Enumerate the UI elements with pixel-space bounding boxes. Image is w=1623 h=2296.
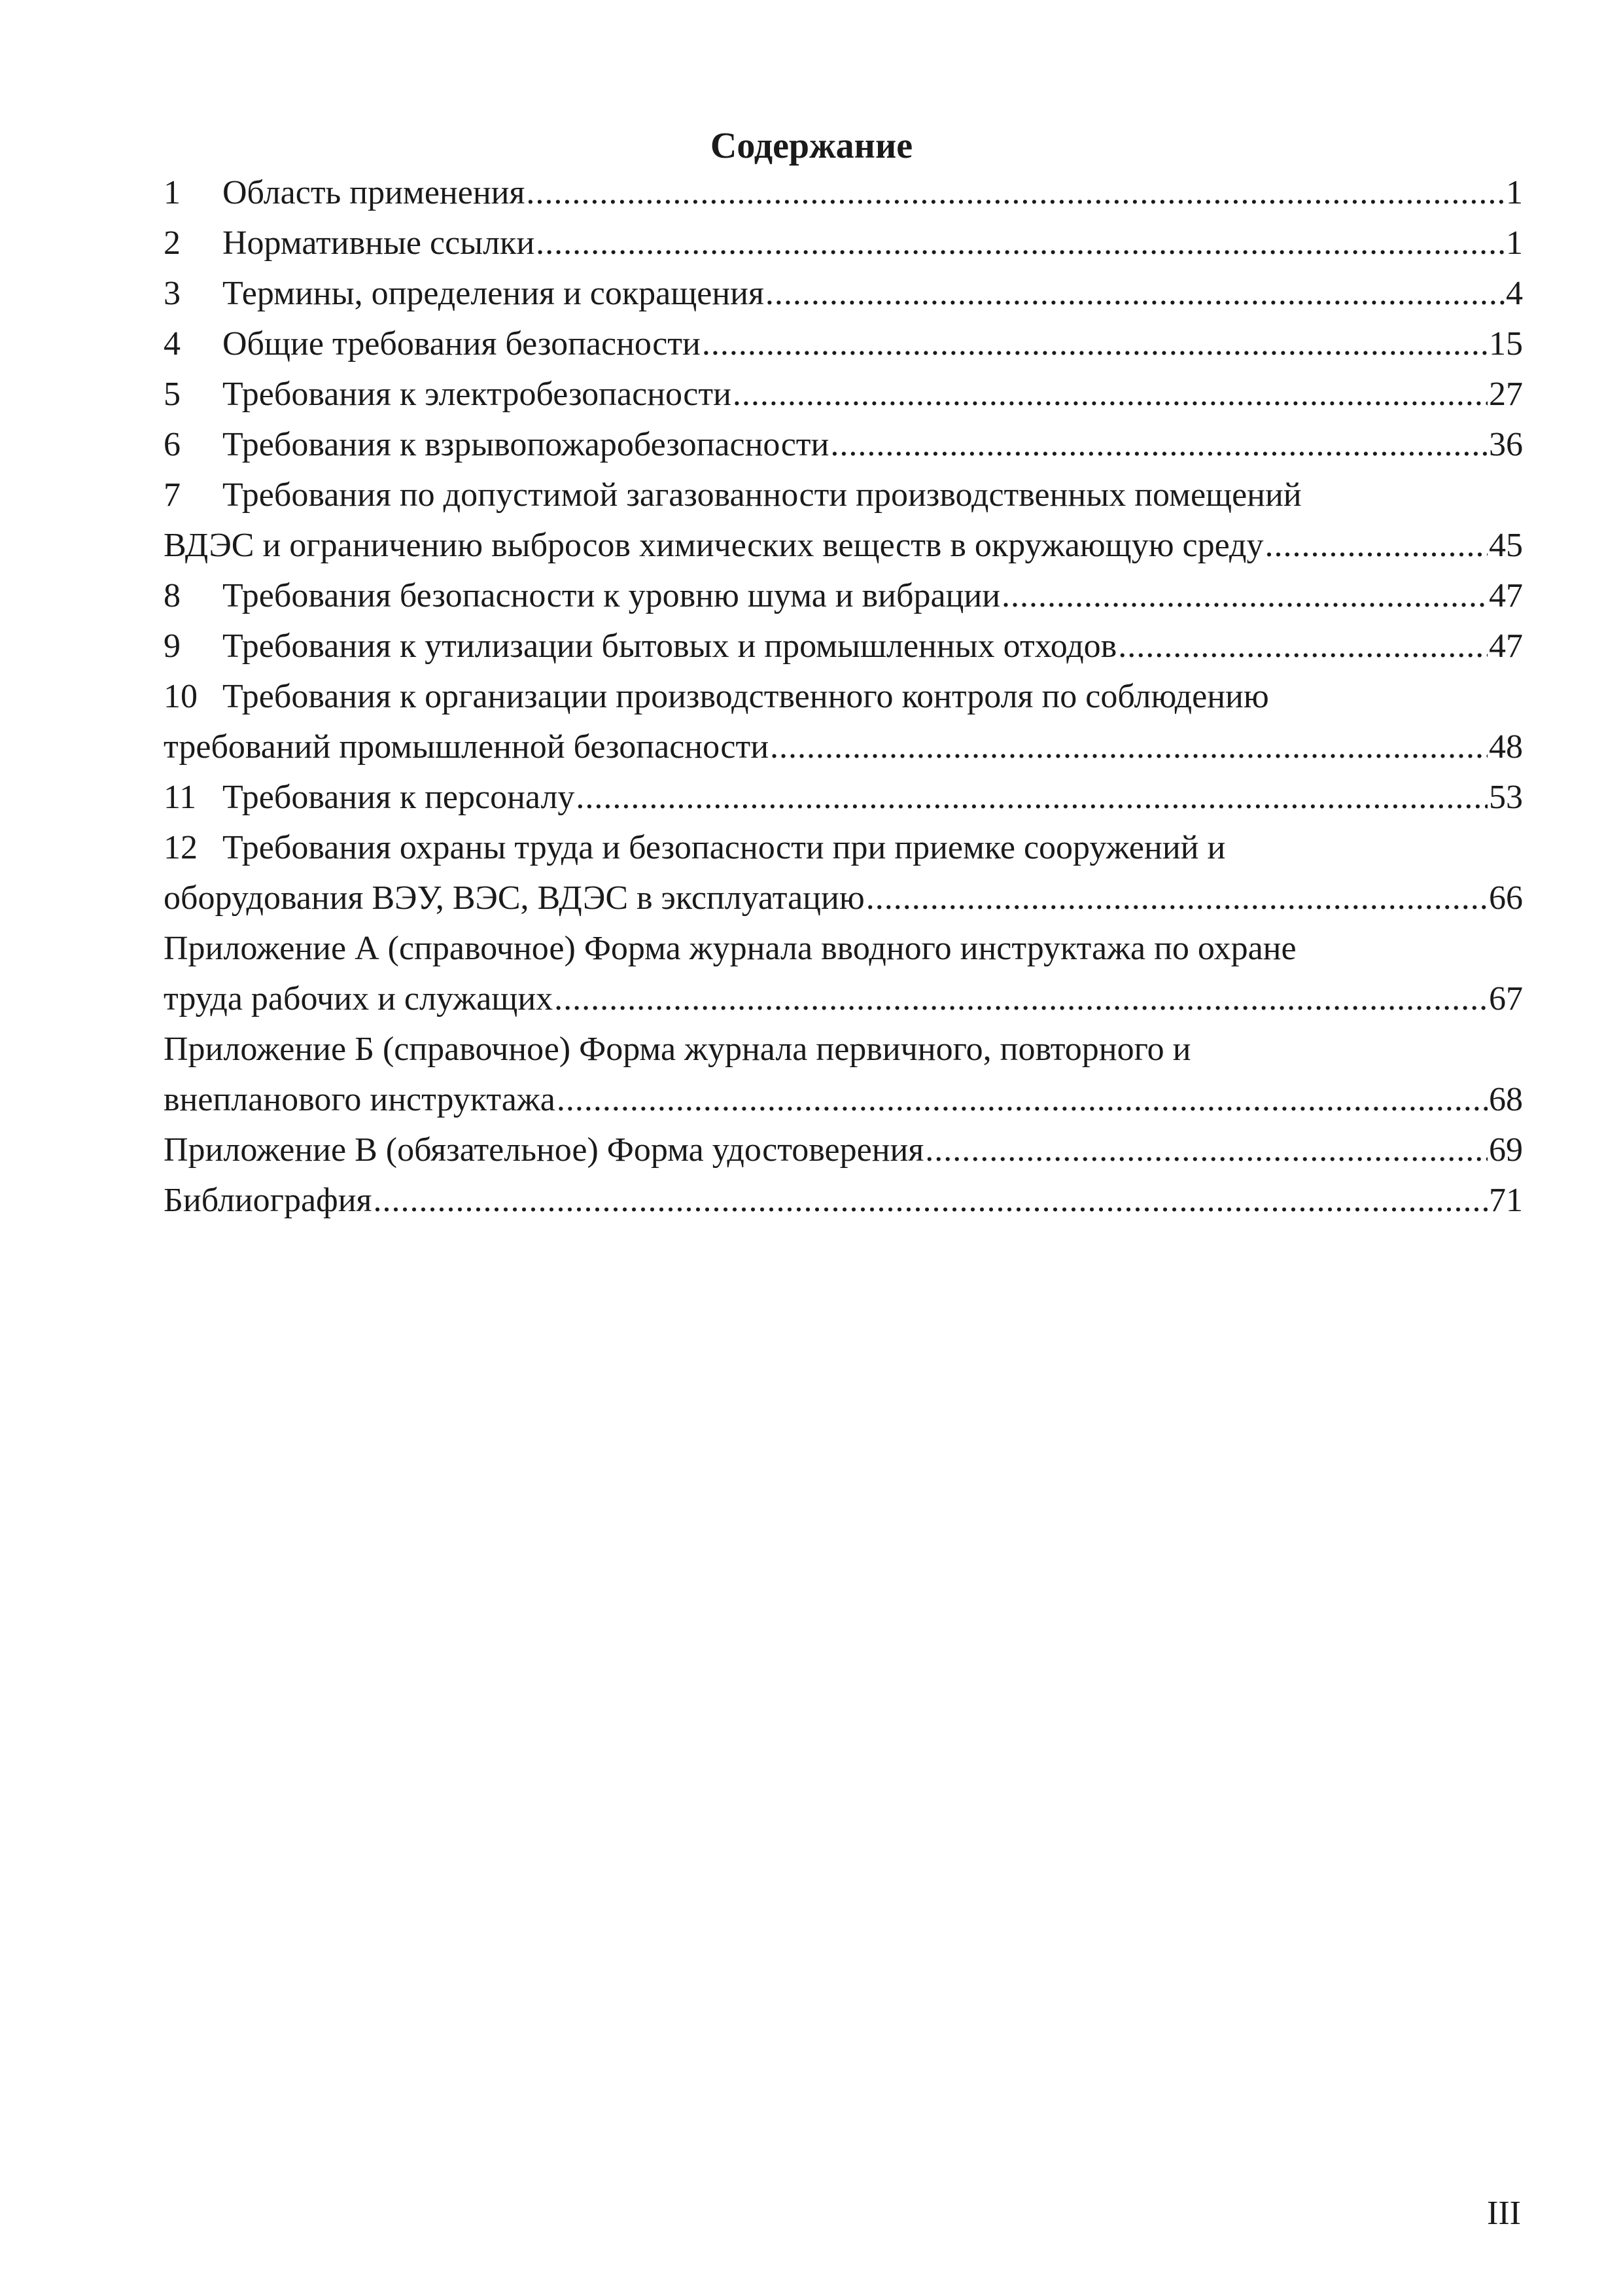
toc-entry-page: 45 xyxy=(1489,527,1523,564)
toc-entry-title: Требования к взрывопожаробезопасности xyxy=(222,426,829,463)
toc-entry-title: внепланового инструктажа xyxy=(164,1081,555,1118)
toc-entry-number: 5 xyxy=(164,376,181,413)
toc-entry-title-line: Требования к организации производственного контроля по соблюдению xyxy=(222,678,1269,715)
toc-entry-page: 1 xyxy=(1506,224,1523,262)
dot-leader xyxy=(526,168,1505,218)
toc-entry-page: 47 xyxy=(1489,577,1523,614)
toc-entry[interactable] xyxy=(164,1024,1523,1125)
toc-entry[interactable] xyxy=(164,319,1523,369)
toc-entry-title: Нормативные ссылки xyxy=(222,224,535,262)
dot-leader xyxy=(702,319,1488,369)
dot-leader xyxy=(733,369,1488,419)
toc-entry-title: ВДЭС и ограничению выбросов химических веществ в окружающую среду xyxy=(164,527,1264,564)
toc-entry[interactable] xyxy=(164,419,1523,470)
toc-entry-page: 71 xyxy=(1489,1182,1523,1219)
dot-leader xyxy=(765,268,1505,319)
toc-entry-page: 1 xyxy=(1506,174,1523,211)
toc-entry-page: 47 xyxy=(1489,627,1523,665)
toc-entry[interactable] xyxy=(164,168,1523,218)
toc-entry-page: 36 xyxy=(1489,426,1523,463)
toc-entry-number: 1 xyxy=(164,174,181,211)
dot-leader xyxy=(373,1175,1488,1226)
dot-leader xyxy=(1002,571,1488,621)
toc-entry-title: Термины, определения и сокращения xyxy=(222,275,764,312)
page-title: Содержание xyxy=(710,126,913,166)
toc-entry-title: требований промышленной безопасности xyxy=(164,728,769,766)
dot-leader xyxy=(557,1074,1488,1125)
toc-entry-page: 27 xyxy=(1489,376,1523,413)
toc-entry-title: труда рабочих и служащих xyxy=(164,980,553,1017)
toc-entry-title-line: Требования по допустимой загазованности производственных помещений xyxy=(222,476,1302,514)
toc-entry-title: Требования к персоналу xyxy=(222,779,575,816)
toc-entry[interactable] xyxy=(164,470,1523,571)
toc-entry[interactable] xyxy=(164,772,1523,822)
table-of-contents xyxy=(164,168,1523,1226)
toc-entry[interactable] xyxy=(164,369,1523,419)
toc-entry[interactable] xyxy=(164,923,1523,1024)
dot-leader xyxy=(925,1125,1488,1175)
dot-leader xyxy=(536,218,1505,268)
dot-leader xyxy=(830,419,1488,470)
toc-entry[interactable] xyxy=(164,822,1523,923)
toc-entry-page: 4 xyxy=(1506,275,1523,312)
toc-entry[interactable] xyxy=(164,218,1523,268)
toc-entry-number: 9 xyxy=(164,627,181,665)
toc-entry-number: 10 xyxy=(164,678,198,715)
toc-entry-number: 6 xyxy=(164,426,181,463)
dot-leader xyxy=(866,873,1488,923)
toc-entry-number: 4 xyxy=(164,325,181,362)
toc-entry-title: Библиография xyxy=(164,1182,372,1219)
toc-entry[interactable] xyxy=(164,671,1523,772)
toc-entry-page: 68 xyxy=(1489,1081,1523,1118)
toc-entry-page: 67 xyxy=(1489,980,1523,1017)
toc-entry-page: 66 xyxy=(1489,879,1523,917)
toc-entry-title: Приложение В (обязательное) Форма удостоверения xyxy=(164,1131,924,1169)
toc-entry[interactable] xyxy=(164,1125,1523,1175)
toc-entry[interactable] xyxy=(164,621,1523,671)
toc-entry-page: 15 xyxy=(1489,325,1523,362)
page-number: III xyxy=(1487,2195,1521,2232)
toc-entry-number: 7 xyxy=(164,476,181,514)
toc-entry-title: Требования к электробезопасности xyxy=(222,376,731,413)
toc-entry-number: 12 xyxy=(164,829,198,866)
toc-entry[interactable] xyxy=(164,1175,1523,1226)
dot-leader xyxy=(554,974,1488,1024)
dot-leader xyxy=(1118,621,1488,671)
toc-entry-page: 69 xyxy=(1489,1131,1523,1169)
toc-entry-number: 3 xyxy=(164,275,181,312)
toc-entry[interactable] xyxy=(164,571,1523,621)
toc-entry-title: оборудования ВЭУ, ВЭС, ВДЭС в эксплуатацию xyxy=(164,879,865,917)
dot-leader xyxy=(1265,520,1488,571)
toc-entry-number: 11 xyxy=(164,779,197,816)
toc-entry-title-line: Требования охраны труда и безопасности при приемке сооружений и xyxy=(222,829,1226,866)
toc-entry-title: Требования безопасности к уровню шума и вибрации xyxy=(222,577,1001,614)
toc-entry-number: 2 xyxy=(164,224,181,262)
toc-entry-title: Общие требования безопасности xyxy=(222,325,701,362)
toc-entry-title: Требования к утилизации бытовых и промышленных отходов xyxy=(222,627,1117,665)
toc-entry-title-line: Приложение Б (справочное) Форма журнала первичного, повторного и xyxy=(164,1031,1191,1068)
toc-entry-page: 48 xyxy=(1489,728,1523,766)
toc-entry-page: 53 xyxy=(1489,779,1523,816)
dot-leader xyxy=(576,772,1488,822)
toc-entry-title: Область применения xyxy=(222,174,525,211)
toc-entry-number: 8 xyxy=(164,577,181,614)
dot-leader xyxy=(770,722,1488,772)
toc-entry[interactable] xyxy=(164,268,1523,319)
toc-entry-title-line: Приложение А (справочное) Форма журнала вводного инструктажа по охране xyxy=(164,930,1297,967)
